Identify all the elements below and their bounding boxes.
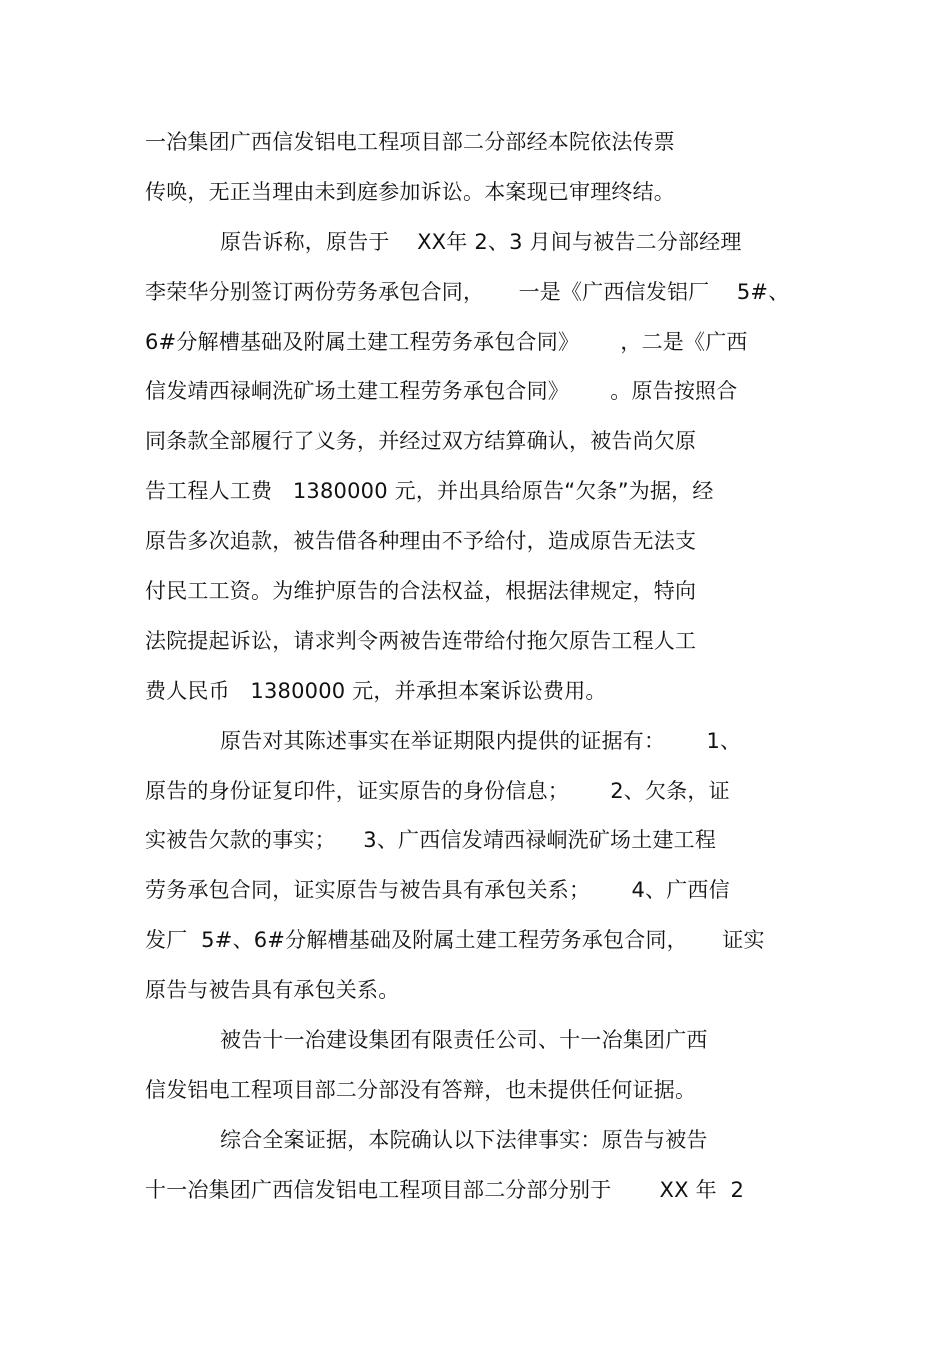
paragraph-start-line: 被告十一冶建设集团有限责任公司、十一冶集团广西 [220, 1028, 708, 1052]
text-line: 信发靖西禄峒洗矿场土建工程劳务承包合同》 。原告按照合 [145, 379, 738, 403]
text-line: 劳务承包合同，证实原告与被告具有承包关系； 4、广西信 [145, 878, 730, 902]
text-line: 实被告欠款的事实； 3、广西信发靖西禄峒洗矿场土建工程 [145, 828, 717, 852]
text-line: 6#分解槽基础及附属土建工程劳务承包合同》 ，二是《广西 [145, 330, 748, 354]
text-line: 费人民币 1380000 元，并承担本案诉讼费用。 [145, 679, 607, 703]
text-line: 李荣华分别签订两份劳务承包合同， 一是《广西信发铝厂 5#、 [145, 280, 790, 304]
text-line: 传唤，无正当理由未到庭参加诉讼。本案现已审理终结。 [145, 180, 675, 204]
text-line: 法院提起诉讼，请求判令两被告连带给付拖欠原告工程人工 [145, 629, 697, 653]
text-line: 同条款全部履行了义务，并经过双方结算确认，被告尚欠原 [145, 429, 697, 453]
text-line: 发厂 5#、6#分解槽基础及附属土建工程劳务承包合同， 证实 [145, 928, 765, 952]
text-line: 原告的身份证复印件，证实原告的身份信息； 2、欠条，证 [145, 779, 730, 803]
text-line: 十一冶集团广西信发铝电工程项目部二分部分别于 XX 年 2 [145, 1178, 745, 1202]
paragraph-start-line: 原告对其陈述事实在举证期限内提供的证据有： 1、 [220, 729, 742, 753]
text-line: 信发铝电工程项目部二分部没有答辩，也未提供任何证据。 [145, 1078, 697, 1102]
text-line: 原告多次追款，被告借各种理由不予给付，造成原告无法支 [145, 529, 697, 553]
text-line: 一冶集团广西信发铝电工程项目部二分部经本院依法传票 [145, 130, 675, 154]
paragraph-start-line: 原告诉称，原告于 XX年 2、3 月间与被告二分部经理 [220, 230, 742, 254]
paragraph-start-line: 综合全案证据，本院确认以下法律事实：原告与被告 [220, 1128, 708, 1152]
text-line: 告工程人工费 1380000 元，并出具给原告“欠条”为据，经 [145, 479, 714, 503]
text-line: 付民工工资。为维护原告的合法权益，根据法律规定，特向 [145, 579, 697, 603]
text-line: 原告与被告具有承包关系。 [145, 978, 400, 1002]
